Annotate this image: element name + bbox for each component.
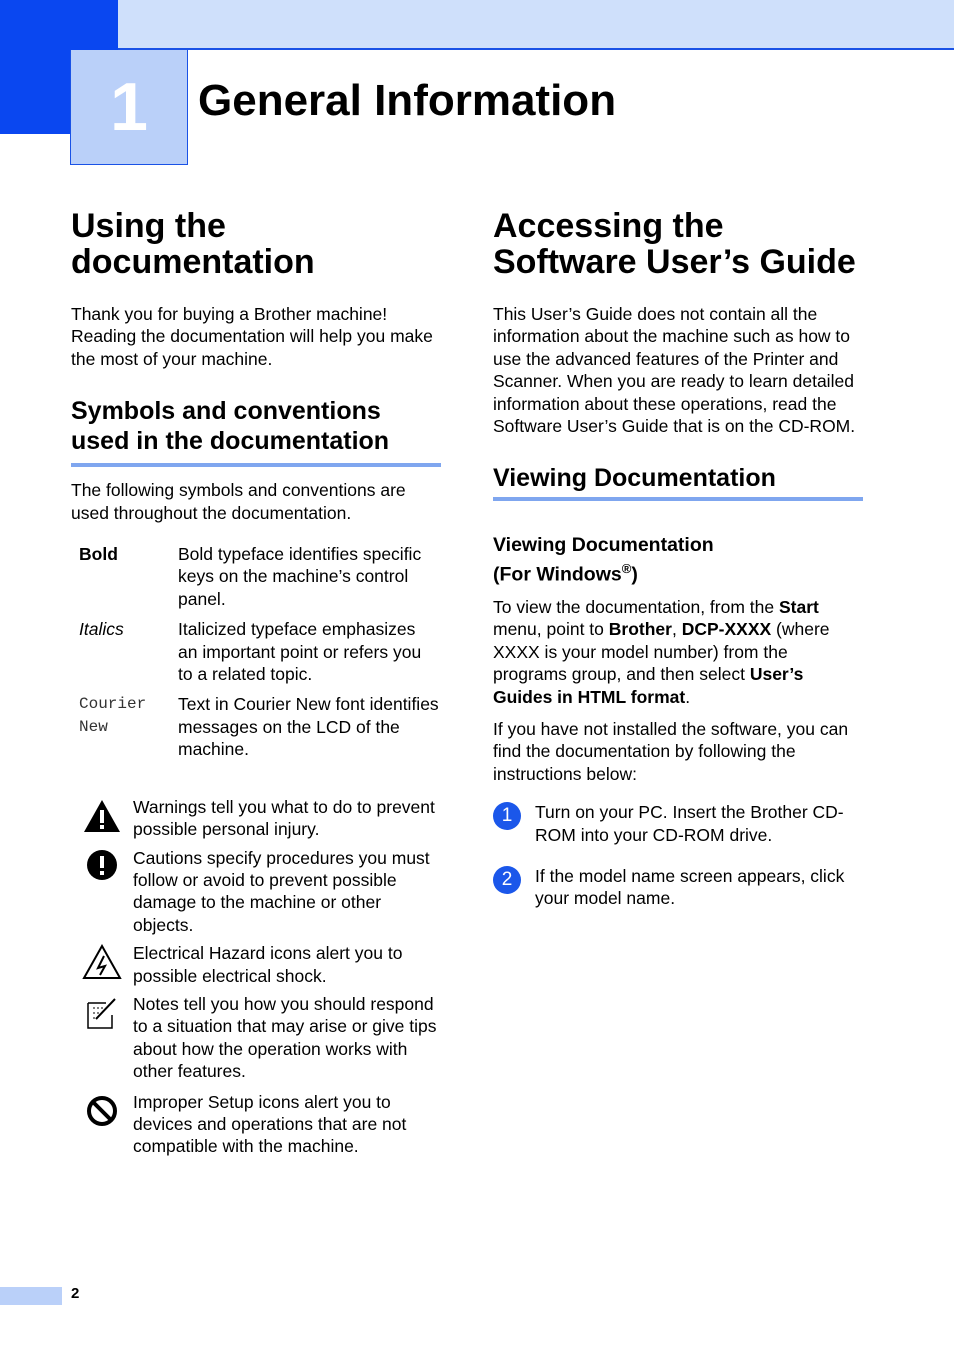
warning-triangle-icon	[71, 796, 133, 841]
note-item-warning	[71, 796, 441, 841]
note-item-note	[71, 993, 441, 1083]
symbols-intro: The following symbols and conventions are used throughout the documentation.	[71, 480, 406, 523]
convention-term: Italics	[79, 619, 124, 640]
chapter-number: 1	[110, 69, 148, 145]
step-number-badge: 1	[493, 802, 521, 830]
left-column	[71, 208, 441, 1158]
convention-desc: Bold typeface identifies specific keys on the machine’s control panel.	[178, 544, 422, 609]
step-number-badge: 2	[493, 866, 521, 894]
intro-paragraph: Thank you for buying a Brother machine! Reading the documentation will help you make the most of your machine.	[71, 304, 433, 369]
note-icon	[71, 993, 133, 1083]
subheading-rule	[493, 497, 863, 501]
chapter-title: General Information	[198, 76, 617, 125]
convention-desc: Italicized typeface emphasizes an important point or refers you to a related topic.	[178, 619, 422, 685]
step-text: If the model name screen appears, click your model name.	[535, 866, 845, 909]
note-item-caution	[71, 847, 441, 937]
note-item-improper-setup	[71, 1091, 441, 1158]
subsub-line1: Viewing Documentation	[493, 534, 714, 557]
html-guides-label: User’s Guides in HTML format	[493, 664, 804, 707]
caution-icon	[71, 847, 133, 937]
brother-menu-label: Brother	[608, 619, 672, 640]
table-row	[71, 693, 439, 768]
subheading-symbols: Symbols and conventions used in the documentation	[71, 397, 390, 456]
note-item-electrical	[71, 942, 441, 987]
text-run: (where XXXX is your model number) from the programs group, and then select	[493, 619, 830, 685]
right-column	[493, 208, 863, 910]
step-text: Turn on your PC. Insert the Brother CD-ROM into your CD-ROM drive.	[535, 802, 844, 845]
note-text: Warnings tell you what to do to prevent possible personal injury.	[133, 796, 435, 840]
subsubheading-windows	[493, 533, 863, 587]
steps-list	[493, 801, 863, 910]
subsub-line2-suffix: )	[631, 563, 638, 586]
text-run: ,	[671, 619, 682, 640]
header-band	[0, 0, 954, 50]
note-text: Improper Setup icons alert you to devices and operations that are not compatible with the machine.	[133, 1091, 407, 1157]
section-heading-accessing-guide: Accessing the Software User’s Guide	[493, 207, 856, 281]
table-row	[71, 618, 439, 693]
page-number: 2	[71, 1285, 80, 1302]
convention-term: Bold	[79, 544, 118, 565]
subheading-rule	[71, 463, 441, 467]
note-text: Notes tell you how you should respond to a situation that may arise or give tips about how the operation works with other features.	[133, 993, 437, 1082]
section-heading-using-documentation: Using the documentation	[71, 207, 315, 281]
conventions-table	[71, 543, 439, 769]
model-menu-label: DCP-XXXX	[681, 619, 772, 640]
note-text: Electrical Hazard icons alert you to possible electrical shock.	[133, 943, 403, 986]
footer-bar	[0, 1287, 62, 1305]
chapter-number-box	[70, 50, 188, 165]
start-menu-label: Start	[778, 596, 819, 617]
improper-setup-icon	[71, 1091, 133, 1158]
header-rule	[118, 48, 954, 50]
step-item	[493, 865, 863, 910]
electrical-hazard-icon	[71, 942, 133, 987]
registered-mark: ®	[621, 561, 632, 577]
convention-term: Courier New	[79, 695, 147, 736]
subheading-viewing-documentation: Viewing Documentation	[493, 464, 776, 493]
subsub-line2-prefix: (For Windows	[493, 563, 622, 586]
text-run: .	[685, 686, 691, 707]
convention-desc: Text in Courier New font identifies messages on the LCD of the machine.	[178, 694, 439, 760]
view-instructions	[493, 596, 863, 708]
text-run: menu, point to	[493, 619, 609, 640]
step-item	[493, 801, 863, 846]
text-run: To view the documentation, from the	[493, 596, 779, 617]
table-row	[71, 543, 439, 618]
note-text: Cautions specify procedures you must follow or avoid to prevent possible damage to the machine or other objects.	[133, 847, 430, 935]
not-installed-paragraph: If you have not installed the software, you can find the documentation by following the instructions below:	[493, 718, 849, 784]
accessing-intro: This User’s Guide does not contain all the information about the machine such as how to use the advanced features of the Printer and Scanner. When you are ready to learn detailed information about these operations, read the Software User’s Guide that is on the CD-ROM.	[493, 304, 856, 437]
notes-list	[71, 796, 441, 1158]
